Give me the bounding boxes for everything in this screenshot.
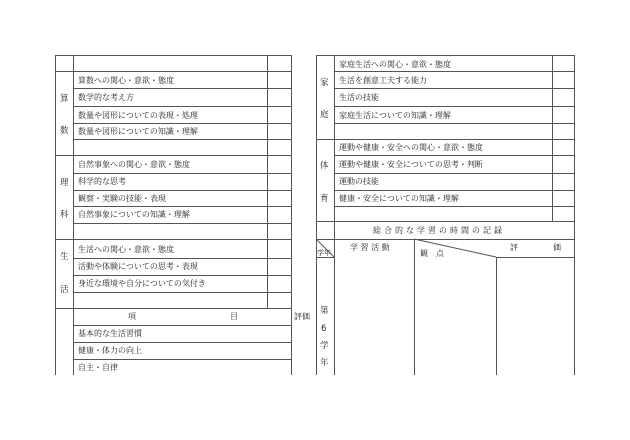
subject-label-seikatsu-1: 生 bbox=[60, 252, 69, 262]
rika-item-3: 観察・実験の技能・表現 bbox=[78, 194, 166, 203]
subject-label-rika-1: 理 bbox=[60, 178, 69, 188]
katei-item-2: 生活を創意工夫する能力 bbox=[339, 76, 427, 85]
subject-label-sansu-2: 数 bbox=[60, 126, 69, 136]
taiiku-item-4: 健康・安全についての知識・理解 bbox=[339, 194, 459, 203]
rika-item-1: 自然事象への関心・意欲・態度 bbox=[78, 160, 190, 169]
behavior-header-moku: 目 bbox=[230, 312, 238, 321]
subject-label-katei-2: 庭 bbox=[320, 110, 329, 120]
seikatsu-item-2: 活動や体験についての思考・表現 bbox=[78, 262, 198, 271]
subject-label-sansu-1: 算 bbox=[60, 94, 69, 104]
sansu-item-2: 数学的な考え方 bbox=[78, 93, 134, 102]
behavior-header-item: 項 bbox=[128, 312, 136, 321]
sansu-item-4: 数量や図形についての知識・理解 bbox=[78, 127, 198, 136]
col-eval-header-right: 価 bbox=[553, 243, 561, 252]
taiiku-item-2: 運動や健康・安全についての思考・判断 bbox=[339, 160, 483, 169]
taiiku-item-1: 運動や健康・安全への関心・意欲・態度 bbox=[339, 143, 483, 152]
subject-label-taiiku-2: 育 bbox=[320, 194, 329, 204]
katei-item-3: 生活の技能 bbox=[339, 93, 379, 102]
subject-label-rika-2: 科 bbox=[60, 210, 69, 220]
subject-label-seikatsu-2: 活 bbox=[60, 285, 69, 295]
katei-item-1: 家庭生活への関心・意欲・態度 bbox=[339, 60, 451, 69]
col-eval-header-left: 評 bbox=[510, 243, 518, 252]
katei-item-4: 家庭生活についての知識・理解 bbox=[339, 111, 451, 120]
year-char-4: 年 bbox=[320, 358, 329, 368]
seikatsu-item-1: 生活への関心・意欲・態度 bbox=[78, 245, 174, 254]
col-viewpoint-header: 観 点 bbox=[420, 249, 444, 258]
behavior-item-1: 基本的な生活習慣 bbox=[78, 329, 142, 338]
col-activity-header: 学 習 活 動 bbox=[350, 243, 390, 252]
behavior-item-3: 自主・自律 bbox=[78, 363, 118, 372]
behavior-header-eval: 評価 bbox=[294, 312, 310, 321]
rika-item-4: 自然事象についての知識・理解 bbox=[78, 210, 190, 219]
col-year-header: 学年 bbox=[317, 249, 331, 257]
rika-item-2: 科学的な思考 bbox=[78, 177, 126, 186]
subject-label-taiiku-1: 体 bbox=[320, 161, 329, 171]
subject-label-katei-1: 家 bbox=[320, 78, 329, 88]
sougou-title: 総合的な学習の時間の記録 bbox=[373, 226, 505, 235]
sansu-item-3: 数量や図形についての表現・処理 bbox=[78, 111, 198, 120]
taiiku-item-3: 運動の技能 bbox=[339, 177, 379, 186]
behavior-item-2: 健康・体力の向上 bbox=[78, 346, 142, 355]
year-char-1: 第 bbox=[320, 306, 329, 316]
seikatsu-item-3: 身近な環境や自分についての気付き bbox=[78, 279, 206, 288]
sansu-item-1: 算数への関心・意欲・態度 bbox=[78, 76, 174, 85]
year-char-2: 6 bbox=[321, 324, 327, 334]
year-char-3: 学 bbox=[320, 341, 329, 351]
